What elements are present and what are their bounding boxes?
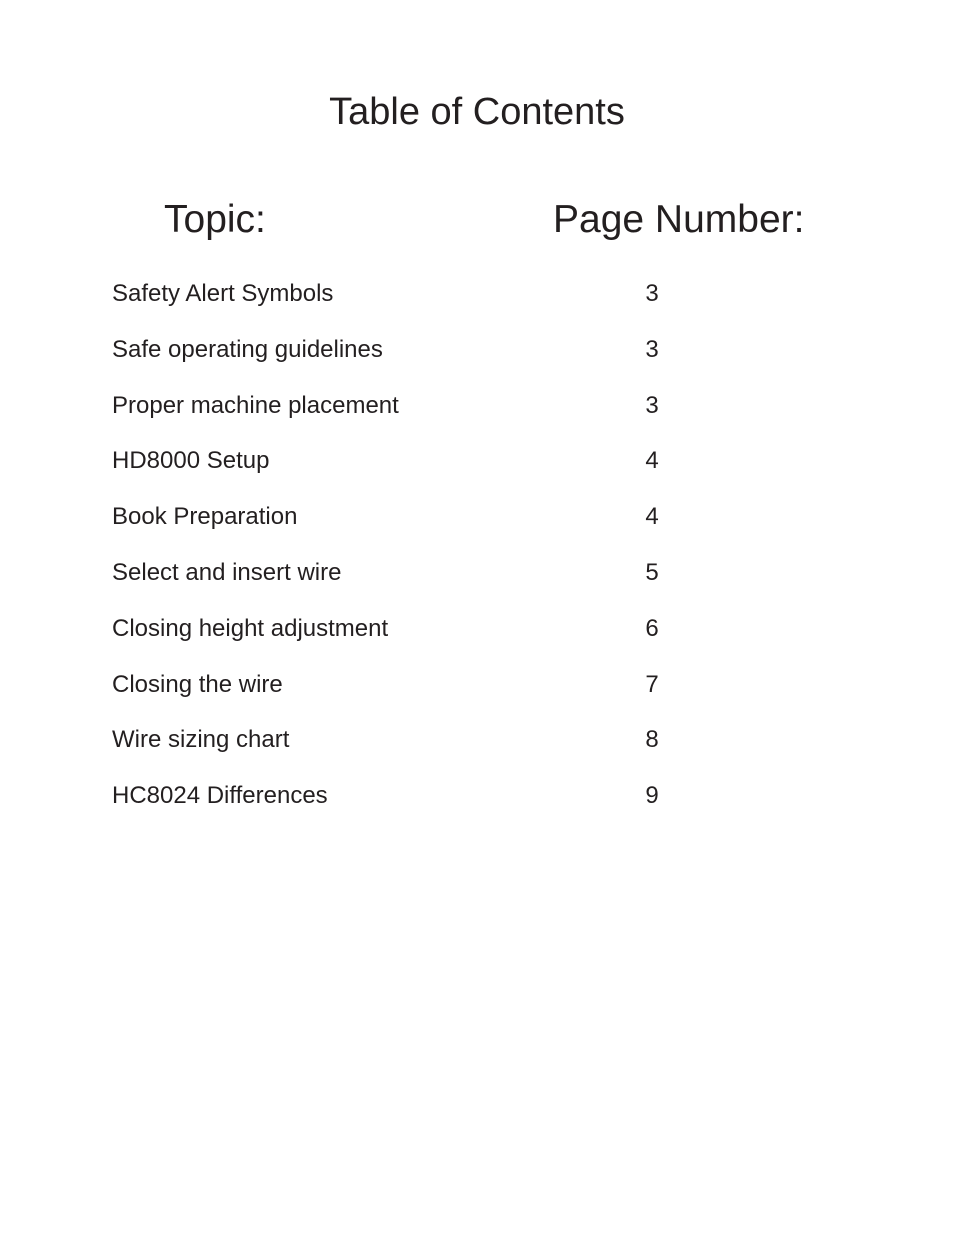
toc-entry [0, 615, 954, 671]
toc-entry [0, 280, 954, 336]
toc-entry [0, 726, 954, 782]
toc-entry [0, 559, 954, 615]
toc-page-number: 8 [645, 726, 659, 754]
toc-topic: HD8000 Setup [112, 447, 270, 475]
toc-topic: Closing the wire [112, 670, 283, 698]
topic-column-header: Topic: [164, 198, 266, 241]
toc-topic: Safe operating guidelines [112, 335, 383, 363]
page-title: Table of Contents [329, 91, 625, 133]
toc-topic: Safety Alert Symbols [112, 280, 334, 307]
toc-page-number: 3 [645, 335, 659, 363]
toc-topic: HC8024 Differences [112, 782, 328, 810]
toc-page-number: 7 [645, 670, 659, 698]
toc-page-number: 9 [645, 782, 659, 810]
toc-entry [0, 503, 954, 559]
toc-topic: Wire sizing chart [112, 726, 290, 754]
toc-page-number: 5 [645, 558, 659, 586]
toc-topic: Closing height adjustment [112, 614, 389, 642]
toc-topic: Proper machine placement [112, 391, 399, 419]
toc-page-number: 3 [645, 391, 659, 419]
toc-page-number: 4 [645, 447, 659, 475]
toc-page-number: 6 [645, 614, 659, 642]
toc-list [0, 280, 954, 838]
toc-entry [0, 447, 954, 503]
toc-entry [0, 782, 954, 838]
page-number-column-header: Page Number: [553, 198, 805, 241]
toc-entry [0, 392, 954, 448]
toc-page-number: 4 [645, 503, 659, 531]
toc-page-number: 3 [645, 280, 659, 307]
toc-topic: Book Preparation [112, 503, 298, 531]
toc-entry [0, 336, 954, 392]
toc-entry [0, 671, 954, 727]
toc-topic: Select and insert wire [112, 558, 342, 586]
